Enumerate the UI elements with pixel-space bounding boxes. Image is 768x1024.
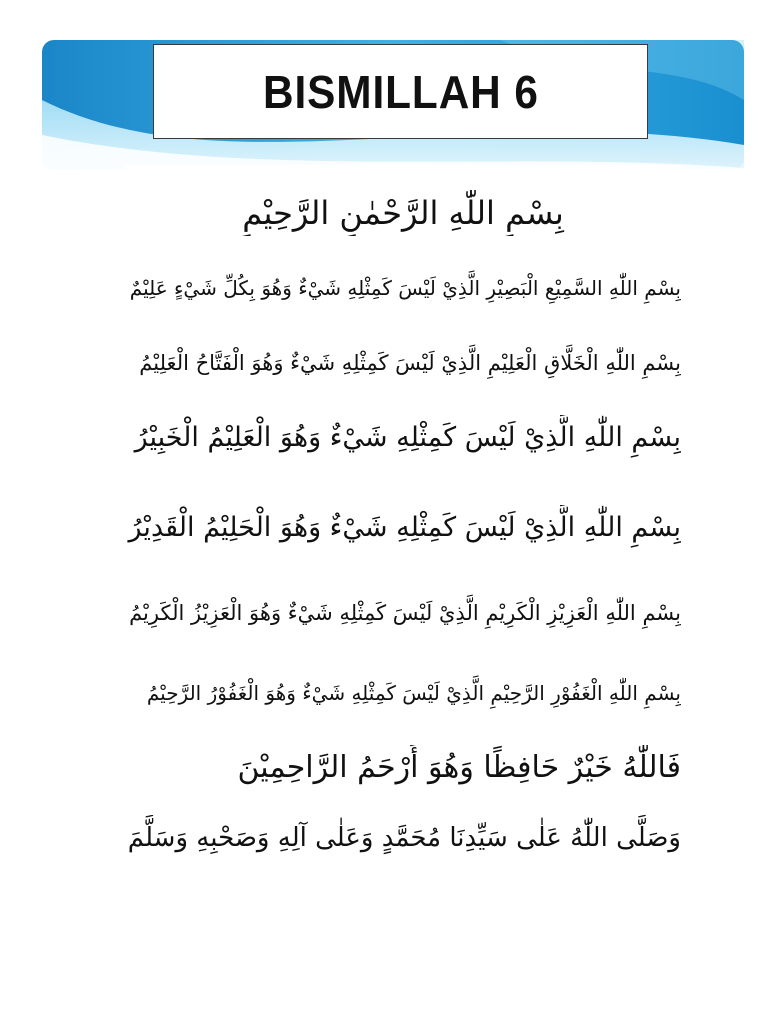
verse-line-1: بِسْمِ اللّٰهِ السَّمِيْعِ الْبَصِيْرِ الَّذِيْ لَيْسَ كَمِثْلِهِ شَيْءٌ وَهُوَ بِكُلِّ شَيْءٍ عَلِيْمٌ: [129, 276, 681, 300]
verse-heading: بِسْمِ اللّٰهِ الرَّحْمٰنِ الرَّحِيْمِ: [242, 194, 564, 232]
verse-line-7: فَاللّٰهُ خَيْرٌ حَافِظًا وَهُوَ أَرْحَمُ الرَّاحِمِيْنَ: [237, 750, 681, 785]
page-title: BISMILLAH 6: [262, 65, 539, 118]
title-box: [153, 44, 648, 139]
verse-line-5: بِسْمِ اللّٰهِ الْعَزِيْزِ الْكَرِيْمِ الَّذِيْ لَيْسَ كَمِثْلِهِ شَيْءٌ وَهُوَ الْعَزِيْزُ الْكَرِيْمُ: [129, 601, 681, 625]
verse-line-8: وَصَلَّى اللّٰهُ عَلٰى سَيِّدِنَا مُحَمَّدٍ وَعَلٰى آلِهِ وَصَحْبِهِ وَسَلَّمَ: [127, 823, 681, 853]
verse-line-2: بِسْمِ اللّٰهِ الْخَلَّاقِ الْعَلِيْمِ الَّذِيْ لَيْسَ كَمِثْلِهِ شَيْءٌ وَهُوَ الْفَتَّاحُ الْعَلِيْمُ: [139, 351, 681, 375]
verse-line-4: بِسْمِ اللّٰهِ الَّذِيْ لَيْسَ كَمِثْلِهِ شَيْءٌ وَهُوَ الْحَلِيْمُ الْقَدِيْرُ: [128, 512, 681, 543]
verse-line-6: بِسْمِ اللّٰهِ الْغَفُوْرِ الرَّحِيْمِ الَّذِيْ لَيْسَ كَمِثْلِهِ شَيْءٌ وَهُوَ الْغَفُوْرُ الرَّحِيْمُ: [146, 681, 681, 705]
verse-line-3: بِسْمِ اللّٰهِ الَّذِيْ لَيْسَ كَمِثْلِهِ شَيْءٌ وَهُوَ الْعَلِيْمُ الْخَبِيْرُ: [134, 422, 681, 453]
